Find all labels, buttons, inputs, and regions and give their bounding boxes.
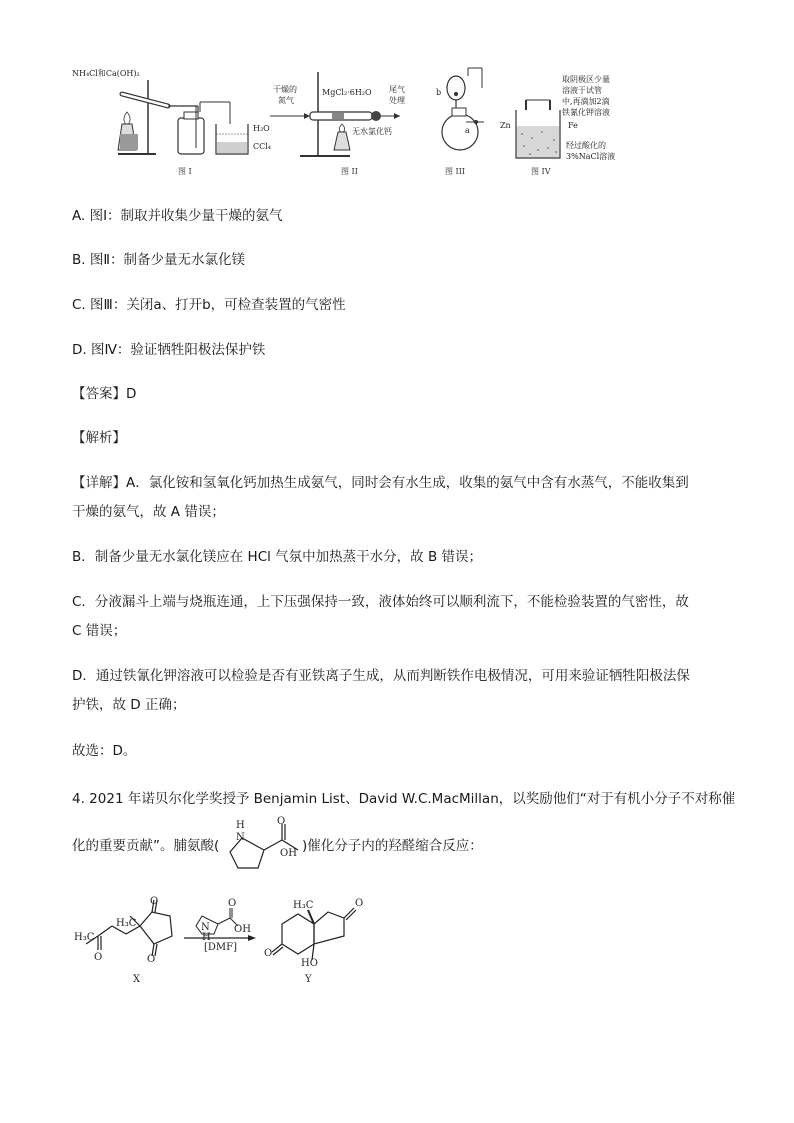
option-b: B. 图Ⅱ：制备少量无水氯化镁: [72, 252, 245, 268]
fig2-caption: 图 II: [341, 167, 358, 176]
x-ketone-top: O: [150, 896, 159, 907]
fig3-valve-b-label: b: [436, 88, 442, 97]
catalyst-o: O: [228, 898, 237, 909]
fig4-drawing: [514, 96, 564, 162]
x-label: X: [133, 974, 141, 985]
fig2-tail-label-line1: 尾气: [389, 85, 405, 94]
option-a: A. 图Ⅰ：制取并收集少量干燥的氨气: [72, 208, 283, 224]
y-ketone-top: O: [355, 898, 364, 909]
fig4-note-line3: 中,再滴加2滴: [562, 97, 610, 106]
fig2-gas-label-line1: 干燥的: [273, 85, 297, 94]
fig4-caption: 图 IV: [531, 167, 551, 176]
reaction-drawing: [72, 894, 432, 994]
detail-a-line2: 干燥的氨气，故 A 错误；: [72, 504, 225, 520]
detail-a-text1: A．氯化铵和氢氧化钙加热生成氨气，同时会有水生成，收集的氨气中含有水蒸气，不能收集到: [126, 475, 689, 491]
x-ch3-left: H₃C: [74, 932, 95, 943]
proline-n-label: N: [236, 832, 245, 843]
answer-label: 【答案】: [72, 386, 126, 402]
fig4-zn-label: Zn: [500, 121, 511, 130]
detail-conclusion: 故选：D。: [72, 743, 137, 759]
detail-c-line2: C 错误；: [72, 623, 127, 639]
catalyst-oh: OH: [234, 924, 251, 935]
analysis-label: 【解析】: [72, 430, 126, 446]
fig4-solution-line1: 经过酸化的: [566, 141, 606, 150]
detail-d-line2: 护铁，故 D 正确；: [72, 697, 186, 713]
fig4-note-line2: 溶液于试管: [562, 86, 602, 95]
q4-line2-end: )催化分子内的羟醛缩合反应：: [302, 838, 483, 854]
y-ch3: H₃C: [293, 900, 314, 911]
detail-a-line1: [72, 473, 689, 493]
y-hydroxyl: HO: [301, 958, 318, 969]
x-ketone-bottom: O: [147, 954, 156, 965]
option-c: C. 图Ⅲ：关闭a、打开b，可检查装置的气密性: [72, 297, 346, 313]
q4-line2-start: 化的重要贡献”。脯氨酸(: [72, 838, 220, 854]
fig2-drying-label: 无水氯化钙: [352, 127, 392, 136]
catalyst-n: N: [201, 922, 210, 933]
fig2-gas-label-line2: 氮气: [278, 96, 294, 105]
fig4-solution-line2: 3%NaCl溶液: [566, 152, 616, 161]
x-ketone-chain: O: [94, 952, 103, 963]
y-ketone-left: O: [264, 948, 273, 959]
fig4-note-line4: 铁氰化钾溶液: [562, 108, 610, 117]
answer-line: [72, 384, 136, 404]
fig1-drawing: [108, 72, 288, 172]
x-ch3-ring: H₃C: [116, 918, 137, 929]
catalyst-h: H: [202, 932, 211, 943]
solvent-label: [DMF]: [204, 942, 237, 953]
fig1-ccl4-label: CCl₄: [253, 142, 272, 151]
proline-nh-label: H: [236, 820, 245, 831]
proline-oh-label: OH: [280, 848, 297, 859]
fig1-reagent-label: NH₄Cl和Ca(OH)₂: [72, 69, 140, 78]
fig3-valve-a-label: a: [465, 126, 470, 135]
proline-o-label: O: [277, 816, 286, 827]
q4-line1: 4. 2021 年诺贝尔化学奖授予 Benjamin List、David W.C.MacMillan，以奖励他们“对于有机小分子不对称催: [72, 791, 736, 807]
fig3-caption: 图 III: [445, 167, 466, 176]
fig1-water-label: H₂O: [253, 124, 270, 133]
fig2-salt-label: MgCl₂·6H₂O: [322, 88, 372, 97]
detail-c-line1: C．分液漏斗上端与烧瓶连通，上下压强保持一致，液体始终可以顺利流下，不能检验装置的气密性，故: [72, 594, 689, 610]
detail-label: 【详解】: [72, 475, 126, 491]
fig2-tail-label-line2: 处理: [389, 96, 405, 105]
fig4-note-line1: 取阴极区少量: [562, 75, 610, 84]
fig1-caption: 图 I: [178, 167, 192, 176]
fig3-drawing: [438, 64, 498, 160]
answer-value: D: [126, 386, 137, 402]
y-label: Y: [305, 974, 312, 985]
detail-b: B．制备少量无水氯化镁应在 HCl 气氛中加热蒸干水分，故 B 错误；: [72, 549, 483, 565]
fig4-fe-label: Fe: [568, 121, 578, 130]
fig2-drawing: [270, 72, 410, 162]
detail-d-line1: D．通过铁氰化钾溶液可以检验是否有亚铁离子生成，从而判断铁作电极情况，可用来验证牺牲阳极法保: [72, 668, 690, 684]
option-d: D. 图Ⅳ：验证牺牲阳极法保护铁: [72, 342, 266, 358]
